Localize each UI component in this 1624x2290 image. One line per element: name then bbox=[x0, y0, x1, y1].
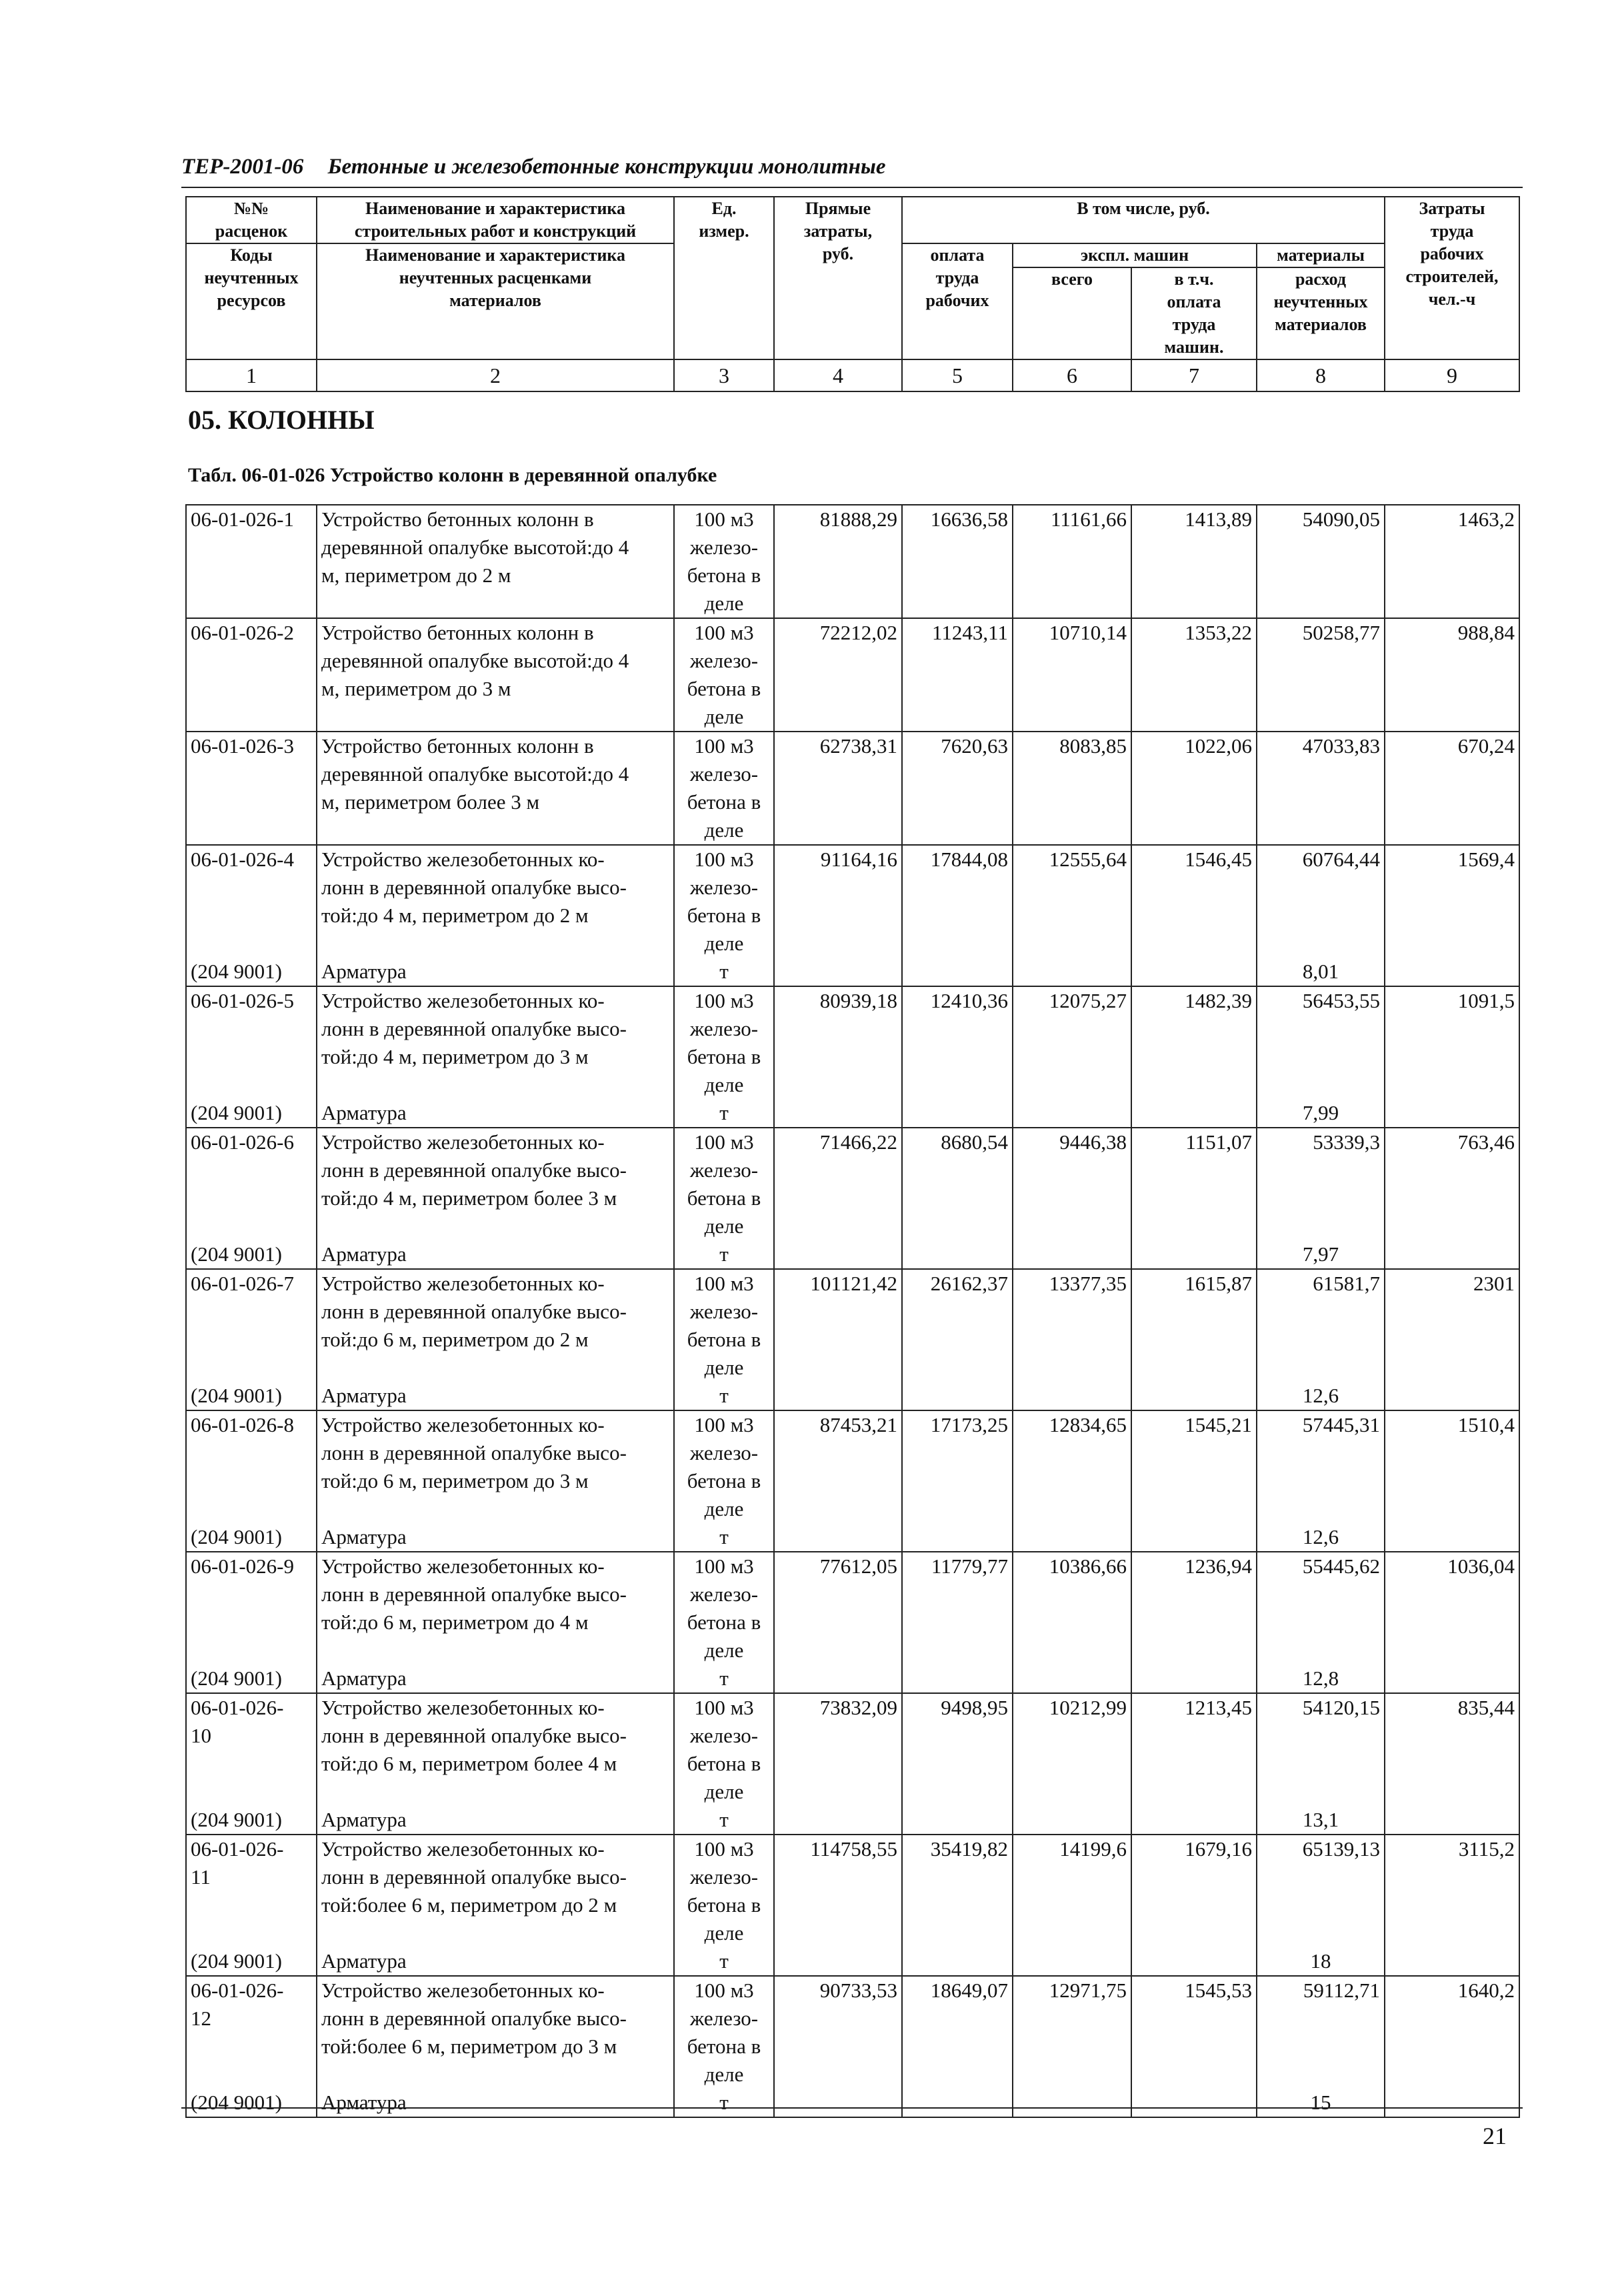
resource-code-cell: (204 9001) bbox=[186, 2089, 317, 2117]
resource-row bbox=[186, 1382, 1519, 1410]
materials-cell: 61581,7 bbox=[1257, 1269, 1385, 1382]
section-title: 05. КОЛОННЫ bbox=[188, 405, 375, 435]
empty-cell bbox=[1013, 1099, 1131, 1128]
empty-cell bbox=[1131, 1382, 1257, 1410]
resource-row bbox=[186, 1099, 1519, 1128]
labor-hours-cell: 2301 bbox=[1385, 1269, 1519, 1382]
resource-name-cell: Арматура bbox=[317, 2089, 674, 2117]
empty-cell bbox=[774, 1523, 902, 1552]
labor-pay-cell: 16636,58 bbox=[902, 505, 1013, 618]
direct-costs-cell: 91164,16 bbox=[774, 845, 902, 958]
resource-quantity-cell: 12,8 bbox=[1257, 1664, 1385, 1693]
empty-cell bbox=[774, 1806, 902, 1835]
empty-cell bbox=[902, 1947, 1013, 1976]
machines-labor-cell: 1413,89 bbox=[1131, 505, 1257, 618]
machines-labor-cell: 1679,16 bbox=[1131, 1835, 1257, 1947]
unit-cell: 100 м3 железо- бетона в деле bbox=[674, 1835, 774, 1947]
materials-cell: 60764,44 bbox=[1257, 845, 1385, 958]
empty-cell bbox=[902, 1099, 1013, 1128]
resource-row bbox=[186, 1664, 1519, 1693]
header-including: В том числе, руб. bbox=[902, 197, 1385, 243]
materials-cell: 56453,55 bbox=[1257, 986, 1385, 1099]
resource-code-cell: (204 9001) bbox=[186, 958, 317, 986]
resource-name-cell: Арматура bbox=[317, 1664, 674, 1693]
machines-total-cell: 12555,64 bbox=[1013, 845, 1131, 958]
header-rate-number: №№ расценок bbox=[186, 197, 317, 243]
unit-cell: 100 м3 железо- бетона в деле bbox=[674, 1976, 774, 2089]
direct-costs-cell: 62738,31 bbox=[774, 732, 902, 845]
resource-unit-cell: т bbox=[674, 2089, 774, 2117]
resource-row bbox=[186, 1947, 1519, 1976]
table-row bbox=[186, 1410, 1519, 1523]
labor-pay-cell: 11779,77 bbox=[902, 1552, 1013, 1664]
labor-pay-cell: 9498,95 bbox=[902, 1693, 1013, 1806]
empty-cell bbox=[1385, 1099, 1519, 1128]
doc-title: Бетонные и железобетонные конструкции монолитные bbox=[327, 155, 886, 179]
header-work-name: Наименование и характеристика строительных работ и конструкций bbox=[317, 197, 674, 243]
rate-code-cell: 06-01-026-7 bbox=[186, 1269, 317, 1382]
empty-cell bbox=[1385, 958, 1519, 986]
table-row bbox=[186, 1693, 1519, 1806]
materials-cell: 65139,13 bbox=[1257, 1835, 1385, 1947]
table-row bbox=[186, 505, 1519, 618]
resource-row bbox=[186, 958, 1519, 986]
work-name-cell: Устройство железобетонных ко- лонн в деревянной опалубке высо- той:до 6 м, периметром более 4 м bbox=[317, 1693, 674, 1806]
machines-labor-cell: 1546,45 bbox=[1131, 845, 1257, 958]
rate-code-cell: 06-01-026-1 bbox=[186, 505, 317, 618]
empty-cell bbox=[1013, 1382, 1131, 1410]
table-row bbox=[186, 1976, 1519, 2089]
empty-cell bbox=[1385, 2089, 1519, 2117]
header-material-name: Наименование и характеристика неучтенных расценками материалов bbox=[317, 243, 674, 359]
materials-cell: 47033,83 bbox=[1257, 732, 1385, 845]
resource-code-cell: (204 9001) bbox=[186, 1240, 317, 1269]
empty-cell bbox=[1013, 2089, 1131, 2117]
machines-labor-cell: 1151,07 bbox=[1131, 1128, 1257, 1240]
resource-quantity-cell: 18 bbox=[1257, 1947, 1385, 1976]
labor-pay-cell: 12410,36 bbox=[902, 986, 1013, 1099]
labor-pay-cell: 35419,82 bbox=[902, 1835, 1013, 1947]
header-rule bbox=[181, 187, 1523, 188]
work-name-cell: Устройство железобетонных ко- лонн в деревянной опалубке высо- той:до 4 м, периметром до 3 м bbox=[317, 986, 674, 1099]
resource-row bbox=[186, 1806, 1519, 1835]
resource-quantity-cell: 12,6 bbox=[1257, 1382, 1385, 1410]
machines-labor-cell: 1545,53 bbox=[1131, 1976, 1257, 2089]
empty-cell bbox=[1385, 1240, 1519, 1269]
machines-labor-cell: 1022,06 bbox=[1131, 732, 1257, 845]
resource-unit-cell: т bbox=[674, 1664, 774, 1693]
resource-code-cell: (204 9001) bbox=[186, 1523, 317, 1552]
unit-cell: 100 м3 железо- бетона в деле bbox=[674, 618, 774, 732]
empty-cell bbox=[1385, 1806, 1519, 1835]
column-number: 3 bbox=[674, 359, 774, 391]
empty-cell bbox=[1385, 1947, 1519, 1976]
direct-costs-cell: 80939,18 bbox=[774, 986, 902, 1099]
machines-total-cell: 9446,38 bbox=[1013, 1128, 1131, 1240]
work-name-cell: Устройство железобетонных ко- лонн в деревянной опалубке высо- той:до 6 м, периметром до 2 м bbox=[317, 1269, 674, 1382]
table-row bbox=[186, 1128, 1519, 1240]
labor-hours-cell: 1569,4 bbox=[1385, 845, 1519, 958]
column-number: 4 bbox=[774, 359, 902, 391]
resource-name-cell: Арматура bbox=[317, 958, 674, 986]
labor-hours-cell: 1640,2 bbox=[1385, 1976, 1519, 2089]
resource-unit-cell: т bbox=[674, 1947, 774, 1976]
machines-total-cell: 8083,85 bbox=[1013, 732, 1131, 845]
machines-labor-cell: 1615,87 bbox=[1131, 1269, 1257, 1382]
empty-cell bbox=[902, 1523, 1013, 1552]
header-direct-costs: Прямые затраты, руб. bbox=[774, 197, 902, 359]
machines-labor-cell: 1545,21 bbox=[1131, 1410, 1257, 1523]
direct-costs-cell: 87453,21 bbox=[774, 1410, 902, 1523]
column-number: 2 bbox=[317, 359, 674, 391]
unit-cell: 100 м3 железо- бетона в деле bbox=[674, 1128, 774, 1240]
rate-code-cell: 06-01-026-8 bbox=[186, 1410, 317, 1523]
resource-quantity-cell: 7,97 bbox=[1257, 1240, 1385, 1269]
empty-cell bbox=[774, 2089, 902, 2117]
empty-cell bbox=[1013, 1664, 1131, 1693]
labor-hours-cell: 1036,04 bbox=[1385, 1552, 1519, 1664]
unit-cell: 100 м3 железо- бетона в деле bbox=[674, 505, 774, 618]
materials-cell: 54120,15 bbox=[1257, 1693, 1385, 1806]
materials-cell: 50258,77 bbox=[1257, 618, 1385, 732]
footer-rule bbox=[181, 2107, 1523, 2109]
machines-total-cell: 13377,35 bbox=[1013, 1269, 1131, 1382]
header-machines-total: всего bbox=[1013, 267, 1131, 359]
column-number: 6 bbox=[1013, 359, 1131, 391]
resource-code-cell: (204 9001) bbox=[186, 1099, 317, 1128]
materials-cell: 53339,3 bbox=[1257, 1128, 1385, 1240]
empty-cell bbox=[774, 958, 902, 986]
unit-cell: 100 м3 железо- бетона в деле bbox=[674, 1269, 774, 1382]
labor-hours-cell: 3115,2 bbox=[1385, 1835, 1519, 1947]
header-material-consumption: расход неучтенных материалов bbox=[1257, 267, 1385, 359]
empty-cell bbox=[1385, 1382, 1519, 1410]
machines-labor-cell: 1353,22 bbox=[1131, 618, 1257, 732]
resource-name-cell: Арматура bbox=[317, 1099, 674, 1128]
work-name-cell: Устройство железобетонных ко- лонн в деревянной опалубке высо- той:более 6 м, периметром до 2 м bbox=[317, 1835, 674, 1947]
rate-code-cell: 06-01-026-2 bbox=[186, 618, 317, 732]
labor-pay-cell: 8680,54 bbox=[902, 1128, 1013, 1240]
rate-code-cell: 06-01-026- 12 bbox=[186, 1976, 317, 2089]
machines-total-cell: 10386,66 bbox=[1013, 1552, 1131, 1664]
unit-cell: 100 м3 железо- бетона в деле bbox=[674, 1693, 774, 1806]
empty-cell bbox=[1131, 1664, 1257, 1693]
direct-costs-cell: 72212,02 bbox=[774, 618, 902, 732]
labor-pay-cell: 18649,07 bbox=[902, 1976, 1013, 2089]
work-name-cell: Устройство бетонных колонн в деревянной опалубке высотой:до 4 м, периметром более 3 м bbox=[317, 732, 674, 845]
rate-code-cell: 06-01-026-3 bbox=[186, 732, 317, 845]
labor-pay-cell: 7620,63 bbox=[902, 732, 1013, 845]
resource-name-cell: Арматура bbox=[317, 1947, 674, 1976]
machines-total-cell: 12971,75 bbox=[1013, 1976, 1131, 2089]
empty-cell bbox=[774, 1240, 902, 1269]
header-labor-hours: Затраты труда рабочих строителей, чел.-ч bbox=[1385, 197, 1519, 359]
empty-cell bbox=[902, 2089, 1013, 2117]
machines-labor-cell: 1213,45 bbox=[1131, 1693, 1257, 1806]
empty-cell bbox=[1131, 1947, 1257, 1976]
empty-cell bbox=[774, 1664, 902, 1693]
labor-hours-cell: 1510,4 bbox=[1385, 1410, 1519, 1523]
table-row bbox=[186, 732, 1519, 845]
resource-quantity-cell: 12,6 bbox=[1257, 1523, 1385, 1552]
direct-costs-cell: 81888,29 bbox=[774, 505, 902, 618]
rates-table-body bbox=[186, 505, 1519, 2117]
column-number: 5 bbox=[902, 359, 1013, 391]
machines-total-cell: 11161,66 bbox=[1013, 505, 1131, 618]
resource-unit-cell: т bbox=[674, 1240, 774, 1269]
table-row bbox=[186, 1835, 1519, 1947]
header-machines-labor: в т.ч. оплата труда машин. bbox=[1131, 267, 1257, 359]
work-name-cell: Устройство бетонных колонн в деревянной опалубке высотой:до 4 м, периметром до 3 м bbox=[317, 618, 674, 732]
table-row bbox=[186, 986, 1519, 1099]
resource-name-cell: Арматура bbox=[317, 1523, 674, 1552]
machines-total-cell: 10710,14 bbox=[1013, 618, 1131, 732]
empty-cell bbox=[1131, 1240, 1257, 1269]
page-number: 21 bbox=[1483, 2123, 1507, 2149]
empty-cell bbox=[774, 1099, 902, 1128]
labor-hours-cell: 1463,2 bbox=[1385, 505, 1519, 618]
resource-code-cell: (204 9001) bbox=[186, 1664, 317, 1693]
direct-costs-cell: 77612,05 bbox=[774, 1552, 902, 1664]
machines-labor-cell: 1482,39 bbox=[1131, 986, 1257, 1099]
materials-cell: 55445,62 bbox=[1257, 1552, 1385, 1664]
direct-costs-cell: 71466,22 bbox=[774, 1128, 902, 1240]
resource-unit-cell: т bbox=[674, 1099, 774, 1128]
direct-costs-cell: 73832,09 bbox=[774, 1693, 902, 1806]
rate-code-cell: 06-01-026-6 bbox=[186, 1128, 317, 1240]
header-resource-codes: Коды неучтенных ресурсов bbox=[186, 243, 317, 359]
table-row bbox=[186, 618, 1519, 732]
resource-row bbox=[186, 1523, 1519, 1552]
empty-cell bbox=[1013, 1806, 1131, 1835]
direct-costs-cell: 90733,53 bbox=[774, 1976, 902, 2089]
direct-costs-cell: 114758,55 bbox=[774, 1835, 902, 1947]
column-number: 1 bbox=[186, 359, 317, 391]
doc-code: ТЕР-2001-06 bbox=[181, 155, 304, 179]
header-materials: материалы bbox=[1257, 243, 1385, 267]
labor-hours-cell: 1091,5 bbox=[1385, 986, 1519, 1099]
empty-cell bbox=[902, 1240, 1013, 1269]
materials-cell: 54090,05 bbox=[1257, 505, 1385, 618]
resource-name-cell: Арматура bbox=[317, 1382, 674, 1410]
resource-quantity-cell: 7,99 bbox=[1257, 1099, 1385, 1128]
direct-costs-cell: 101121,42 bbox=[774, 1269, 902, 1382]
empty-cell bbox=[1385, 1664, 1519, 1693]
empty-cell bbox=[774, 1947, 902, 1976]
materials-cell: 59112,71 bbox=[1257, 1976, 1385, 2089]
empty-cell bbox=[1013, 958, 1131, 986]
labor-hours-cell: 835,44 bbox=[1385, 1693, 1519, 1806]
column-number: 7 bbox=[1131, 359, 1257, 391]
labor-pay-cell: 17844,08 bbox=[902, 845, 1013, 958]
page-header bbox=[181, 155, 886, 179]
machines-total-cell: 10212,99 bbox=[1013, 1693, 1131, 1806]
table-row bbox=[186, 1552, 1519, 1664]
resource-unit-cell: т bbox=[674, 1806, 774, 1835]
column-number: 9 bbox=[1385, 359, 1519, 391]
work-name-cell: Устройство железобетонных ко- лонн в деревянной опалубке высо- той:до 4 м, периметром до 2 м bbox=[317, 845, 674, 958]
resource-row bbox=[186, 2089, 1519, 2117]
empty-cell bbox=[902, 1382, 1013, 1410]
rate-code-cell: 06-01-026-4 bbox=[186, 845, 317, 958]
machines-labor-cell: 1236,94 bbox=[1131, 1552, 1257, 1664]
empty-cell bbox=[1013, 1240, 1131, 1269]
empty-cell bbox=[1131, 1523, 1257, 1552]
empty-cell bbox=[902, 1664, 1013, 1693]
materials-cell: 57445,31 bbox=[1257, 1410, 1385, 1523]
labor-hours-cell: 670,24 bbox=[1385, 732, 1519, 845]
column-header-table bbox=[185, 196, 1520, 392]
resource-unit-cell: т bbox=[674, 1523, 774, 1552]
rate-code-cell: 06-01-026-9 bbox=[186, 1552, 317, 1664]
work-name-cell: Устройство железобетонных ко- лонн в деревянной опалубке высо- той:более 6 м, периметром до 3 м bbox=[317, 1976, 674, 2089]
labor-hours-cell: 988,84 bbox=[1385, 618, 1519, 732]
labor-pay-cell: 17173,25 bbox=[902, 1410, 1013, 1523]
machines-total-cell: 12075,27 bbox=[1013, 986, 1131, 1099]
resource-name-cell: Арматура bbox=[317, 1806, 674, 1835]
empty-cell bbox=[1385, 1523, 1519, 1552]
unit-cell: 100 м3 железо- бетона в деле bbox=[674, 732, 774, 845]
unit-cell: 100 м3 железо- бетона в деле bbox=[674, 986, 774, 1099]
unit-cell: 100 м3 железо- бетона в деле bbox=[674, 845, 774, 958]
empty-cell bbox=[1131, 1806, 1257, 1835]
labor-pay-cell: 26162,37 bbox=[902, 1269, 1013, 1382]
resource-code-cell: (204 9001) bbox=[186, 1382, 317, 1410]
empty-cell bbox=[1131, 958, 1257, 986]
resource-quantity-cell: 13,1 bbox=[1257, 1806, 1385, 1835]
header-machines: экспл. машин bbox=[1013, 243, 1257, 267]
resource-name-cell: Арматура bbox=[317, 1240, 674, 1269]
empty-cell bbox=[902, 1806, 1013, 1835]
column-number: 8 bbox=[1257, 359, 1385, 391]
empty-cell bbox=[1131, 1099, 1257, 1128]
resource-quantity-cell: 8,01 bbox=[1257, 958, 1385, 986]
labor-pay-cell: 11243,11 bbox=[902, 618, 1013, 732]
rates-table bbox=[185, 504, 1520, 2118]
empty-cell bbox=[1013, 1947, 1131, 1976]
rate-code-cell: 06-01-026- 11 bbox=[186, 1835, 317, 1947]
resource-unit-cell: т bbox=[674, 1382, 774, 1410]
unit-cell: 100 м3 железо- бетона в деле bbox=[674, 1552, 774, 1664]
resource-code-cell: (204 9001) bbox=[186, 1947, 317, 1976]
work-name-cell: Устройство бетонных колонн в деревянной опалубке высотой:до 4 м, периметром до 2 м bbox=[317, 505, 674, 618]
rate-code-cell: 06-01-026- 10 bbox=[186, 1693, 317, 1806]
resource-code-cell: (204 9001) bbox=[186, 1806, 317, 1835]
work-name-cell: Устройство железобетонных ко- лонн в деревянной опалубке высо- той:до 6 м, периметром до 3 м bbox=[317, 1410, 674, 1523]
resource-quantity-cell: 15 bbox=[1257, 2089, 1385, 2117]
labor-hours-cell: 763,46 bbox=[1385, 1128, 1519, 1240]
empty-cell bbox=[774, 1382, 902, 1410]
work-name-cell: Устройство железобетонных ко- лонн в деревянной опалубке высо- той:до 6 м, периметром до 4 м bbox=[317, 1552, 674, 1664]
work-name-cell: Устройство железобетонных ко- лонн в деревянной опалубке высо- той:до 4 м, периметром более 3 м bbox=[317, 1128, 674, 1240]
table-caption: Табл. 06-01-026 Устройство колонн в деревянной опалубке bbox=[188, 464, 717, 486]
unit-cell: 100 м3 железо- бетона в деле bbox=[674, 1410, 774, 1523]
machines-total-cell: 14199,6 bbox=[1013, 1835, 1131, 1947]
empty-cell bbox=[1013, 1523, 1131, 1552]
machines-total-cell: 12834,65 bbox=[1013, 1410, 1131, 1523]
header-unit: Ед. измер. bbox=[674, 197, 774, 359]
empty-cell bbox=[902, 958, 1013, 986]
resource-row bbox=[186, 1240, 1519, 1269]
rate-code-cell: 06-01-026-5 bbox=[186, 986, 317, 1099]
table-row bbox=[186, 845, 1519, 958]
resource-unit-cell: т bbox=[674, 958, 774, 986]
header-labor-pay: оплата труда рабочих bbox=[902, 243, 1013, 359]
empty-cell bbox=[1131, 2089, 1257, 2117]
table-row bbox=[186, 1269, 1519, 1382]
